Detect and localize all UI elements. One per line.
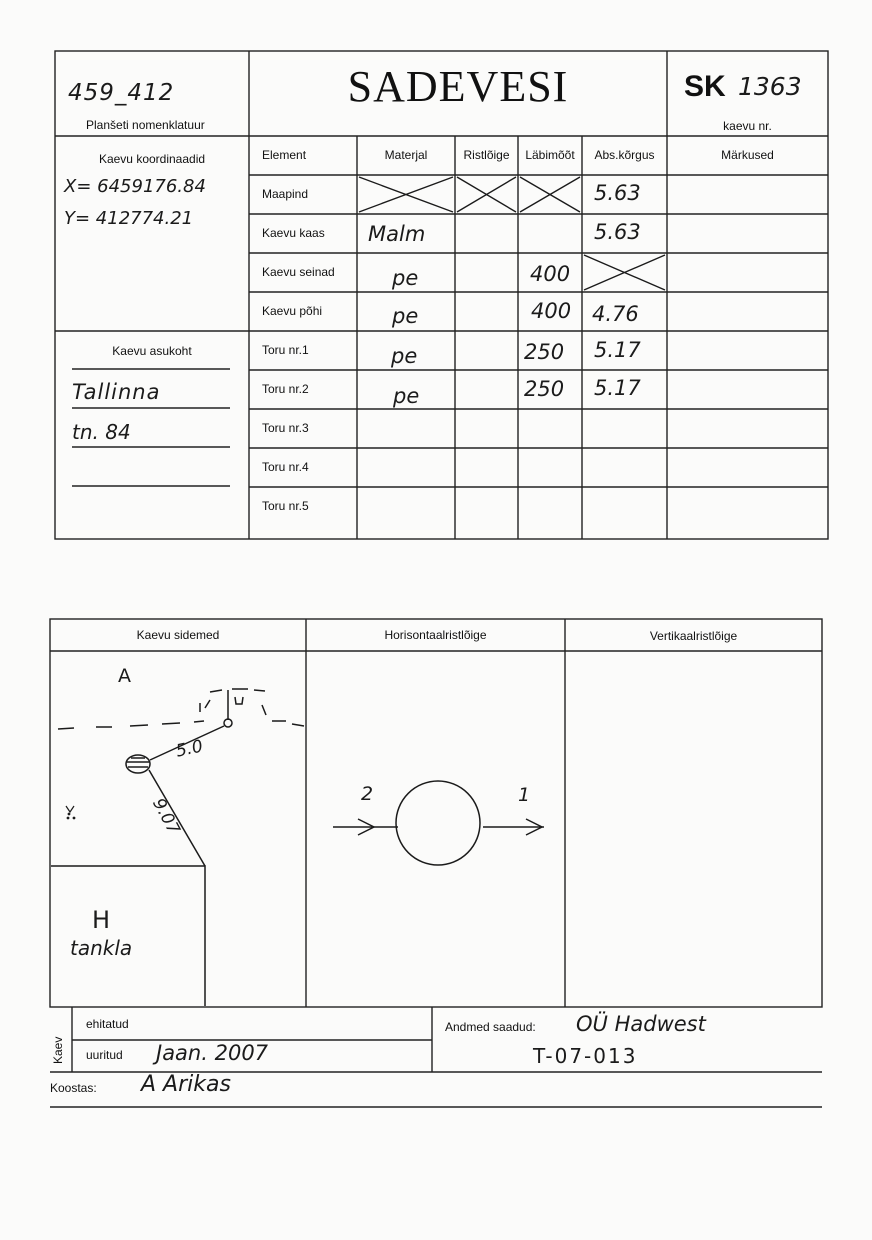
row-material: Malm <box>368 222 426 246</box>
col-title-connections: Kaevu sidemed <box>136 628 220 642</box>
coordinate-y: Y= 412774.21 <box>64 208 194 229</box>
col-header-cross-section: Ristlõige <box>463 148 510 162</box>
col-title-horizontal: Horisontaalristlõige <box>384 628 487 642</box>
coordinates-label: Kaevu koordinaadid <box>98 152 206 166</box>
sketch-distance-2: 9.07 <box>148 795 184 838</box>
location-label: Kaevu asukoht <box>112 344 192 358</box>
col-header-remarks: Märkused <box>721 148 774 162</box>
row-material: pe <box>393 384 420 408</box>
sketch-building-label: tankla <box>70 936 133 960</box>
row-diameter: 400 <box>530 262 571 286</box>
row-element: Toru nr.3 <box>262 421 309 435</box>
form-title: SADEVESI <box>347 62 569 111</box>
data-source-value: OÜ Hadwest <box>576 1012 706 1036</box>
col-header-material: Materjal <box>384 148 428 162</box>
author-label: Koostas: <box>50 1081 97 1095</box>
location-line-2: tn. 84 <box>72 420 131 444</box>
surveyed-value: Jaan. 2007 <box>156 1041 269 1065</box>
row-elevation: 5.17 <box>594 338 641 362</box>
row-material: pe <box>392 304 419 328</box>
row-diameter: 250 <box>524 377 565 401</box>
row-elevation: 5.17 <box>594 376 641 400</box>
sheet-number: 459_412 <box>68 80 175 106</box>
author-value: A Arikas <box>141 1072 231 1097</box>
location-line-1: Tallinna <box>72 380 161 404</box>
row-element: Kaevu kaas <box>262 226 325 240</box>
well-number: 1363 <box>738 72 802 101</box>
well-caption: kaevu nr. <box>723 119 772 133</box>
built-label: ehitatud <box>86 1017 129 1031</box>
kaev-label: Kaev <box>51 1036 65 1064</box>
row-element: Toru nr.4 <box>262 460 309 474</box>
row-element: Toru nr.5 <box>262 499 309 513</box>
row-material: pe <box>391 344 418 368</box>
row-elevation: 4.76 <box>592 302 639 326</box>
row-diameter: 400 <box>531 299 572 323</box>
pipe-out-label: 1 <box>518 784 531 806</box>
col-title-vertical: Vertikaalristlõige <box>649 629 738 643</box>
surveyed-label: uuritud <box>86 1048 123 1062</box>
data-reference: T-07-013 <box>533 1044 638 1068</box>
sketch-label-a: A <box>118 665 131 687</box>
col-header-diameter: Läbimõõt <box>525 148 575 162</box>
row-element: Toru nr.2 <box>262 382 309 396</box>
pipe-in-label: 2 <box>361 783 374 805</box>
well-circle <box>396 781 480 865</box>
tree-dots-icon <box>66 806 75 819</box>
sheet-caption: Planšeti nomenklatuur <box>86 118 205 132</box>
sketch-building-marker: H <box>92 906 111 934</box>
row-element: Toru nr.1 <box>262 343 309 357</box>
coordinate-x: X= 6459176.84 <box>64 176 206 197</box>
row-element: Kaevu põhi <box>262 304 323 318</box>
data-source-label: Andmed saadud: <box>445 1020 536 1034</box>
col-header-element: Element <box>262 148 307 162</box>
row-elevation: 5.63 <box>594 181 641 205</box>
row-element: Maapind <box>262 187 309 201</box>
row-diameter: 250 <box>524 340 565 364</box>
row-material: pe <box>392 266 419 290</box>
row-element: Kaevu seinad <box>262 265 335 279</box>
row-elevation: 5.63 <box>594 220 641 244</box>
sketch-distance-1: 5.0 <box>174 736 205 762</box>
well-prefix: SK <box>684 70 726 103</box>
col-header-elevation: Abs.kõrgus <box>594 148 655 162</box>
